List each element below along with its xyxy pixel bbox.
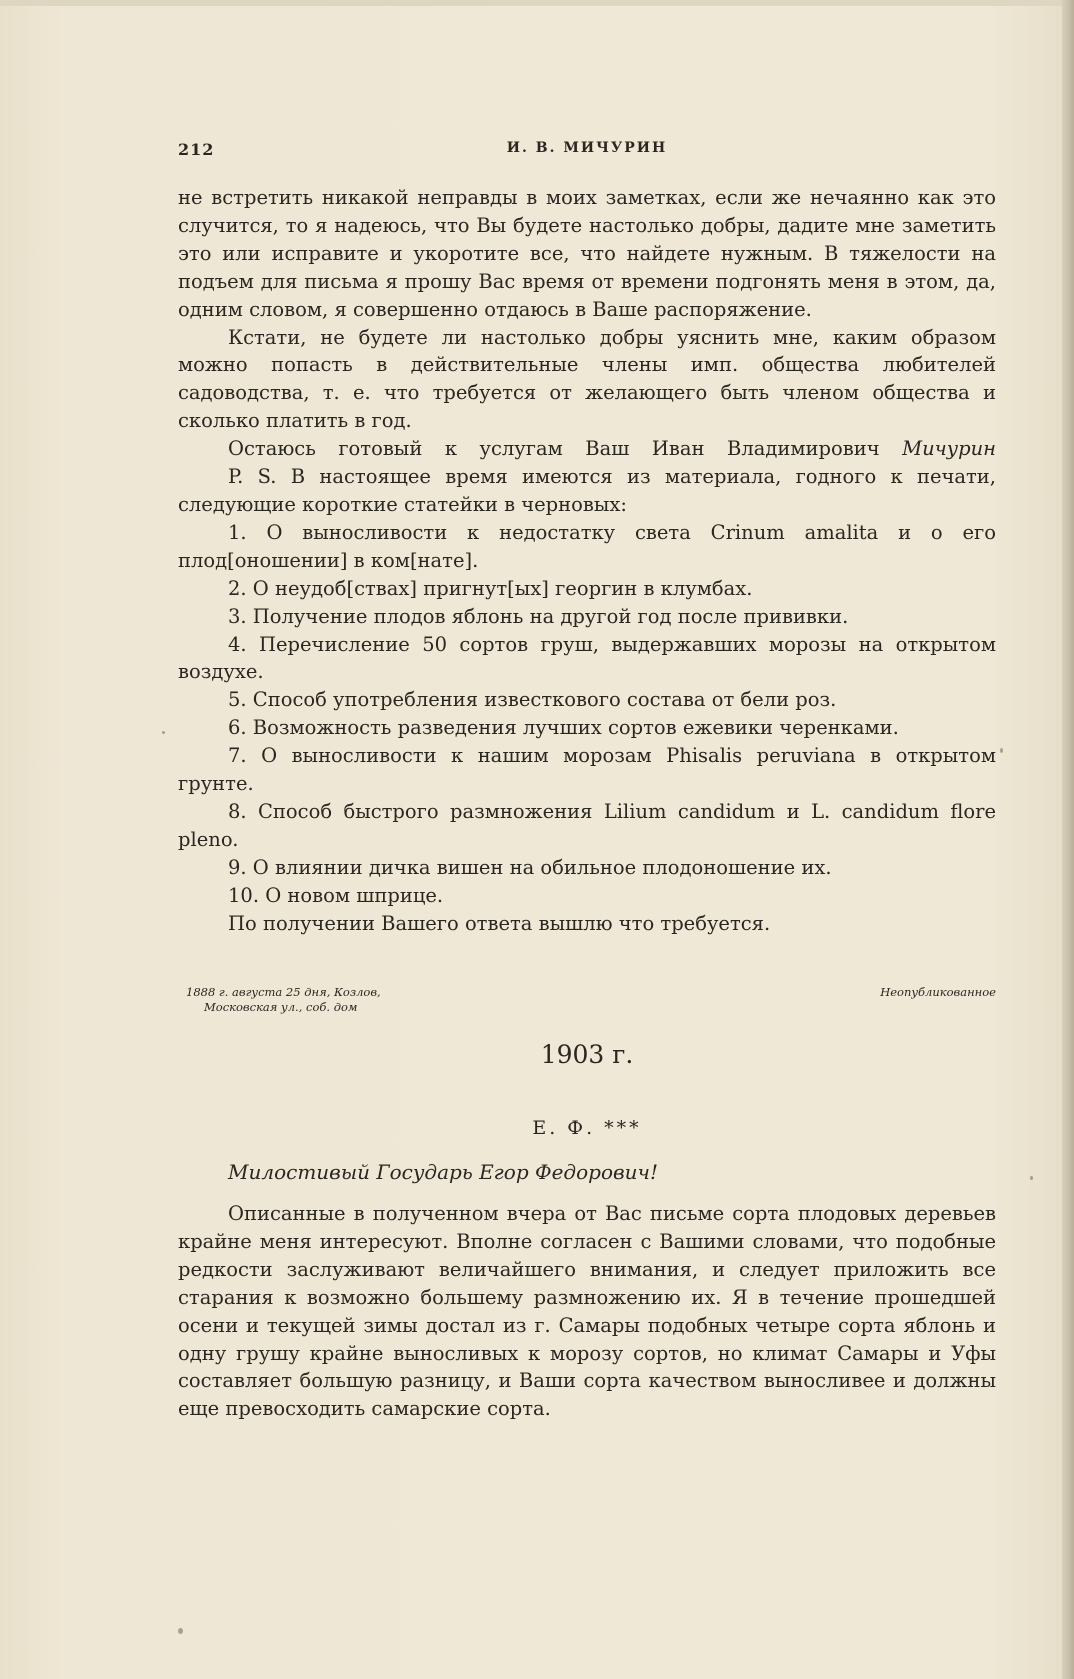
running-head-author: И. В. МИЧУРИН (506, 140, 668, 156)
list-item: 6. Возможность разведения лучших сортов ежевики черенками. (228, 716, 899, 740)
footnote-status: Неопубликованное (880, 985, 996, 999)
letter-footnote (186, 985, 996, 1021)
letter-1903-paragraph: Описанные в полученном вчера от Вас письме сорта плодовых деревьев крайне меня интересуют. Вполне согласен с Вашими словами, что подобные редкости заслуживают величайшего внимания, и следует приложить все старания к возможно большему размножению их. Я в течение прошедшей осени и текущей зимы достал из г. Самары подобных четыре сорта яблонь и одну грушу крайне выносливых к морозу сортов, но климат Самары и Уфы составляет большую разницу, и Ваши сорта качеством выносливее и должны еще превосходить самарские сорта. (178, 1202, 996, 1421)
paper-speck (1030, 1176, 1033, 1180)
list-item: 2. О неудоб[ствах] пригнут[ых] георгин в клумбах. (228, 576, 753, 600)
list-item: 10. О новом шприце. (228, 883, 444, 907)
list-item: 1. О выносливости к недостатку света Crinum amalita и о его плод[оношении] в ком[нате]. (178, 520, 996, 572)
footnote-date-line: 1888 г. августа 25 дня, Козлов, (186, 985, 381, 999)
page-right-edge (1062, 0, 1074, 1679)
list-item: 9. О влиянии дичка вишен на обильное плодоношение их. (228, 855, 832, 879)
signature: Мичурин (902, 437, 996, 461)
salutation: Милостивый Государь Егор Федорович! (228, 1160, 658, 1184)
addressee-heading: Е. Ф. *** (532, 1117, 642, 1139)
paper-speck (1000, 748, 1003, 753)
postscript-intro: P. S. В настоящее время имеются из материала, годного к печати, следующие короткие статейки в черновых: (178, 465, 996, 516)
year-heading: 1903 г. (540, 1040, 634, 1069)
letter-1903-text (178, 1200, 996, 1423)
footnote-date-place (186, 985, 381, 1015)
letter-1888-text (178, 184, 996, 937)
paper-speck (162, 731, 165, 734)
paragraph-membership-question: Кстати, не будете ли настолько добры уяснить мне, каким образом можно попасть в действительные члены имп. общества любителей садоводства, т. е. что требуется от желающего быть членом общества и сколько платить в год. (178, 325, 996, 433)
list-item: 3. Получение плодов яблонь на другой год после прививки. (228, 604, 849, 628)
final-line: По получении Вашего ответа вышлю что требуется. (228, 911, 771, 935)
closing-text: Остаюсь готовый к услугам Ваш Иван Владимирович (228, 437, 880, 461)
paragraph-continuation: не встретить никакой неправды в моих заметках, если же нечаянно как это случится, то я надеюсь, что Вы будете настолько добры, дадите мне заметить это или исправите и укоротите все, что найдете нужным. В тяжелости на подъем для письма я прошу Вас время от времени подгонять меня в этом, да, одним словом, я совершенно отдаюсь в Ваше распоряжение. (178, 186, 996, 321)
list-item: 5. Способ употребления известкового состава от бели роз. (228, 688, 837, 712)
page-top-edge (0, 0, 1074, 6)
list-item: 7. О выносливости к нашим морозам Phisalis peruviana в открытом грунте. (178, 744, 996, 796)
closing-line (178, 435, 996, 463)
list-item: 8. Способ быстрого размножения Lilium candidum и L. candidum flore pleno. (178, 799, 996, 851)
footnote-address-line: Московская ул., соб. дом (204, 1000, 358, 1014)
running-head (178, 140, 996, 164)
page-number: 212 (178, 140, 215, 159)
paper-speck (178, 1628, 183, 1634)
list-item: 4. Перечисление 50 сортов груш, выдержавших морозы на открытом воздухе. (178, 632, 996, 684)
